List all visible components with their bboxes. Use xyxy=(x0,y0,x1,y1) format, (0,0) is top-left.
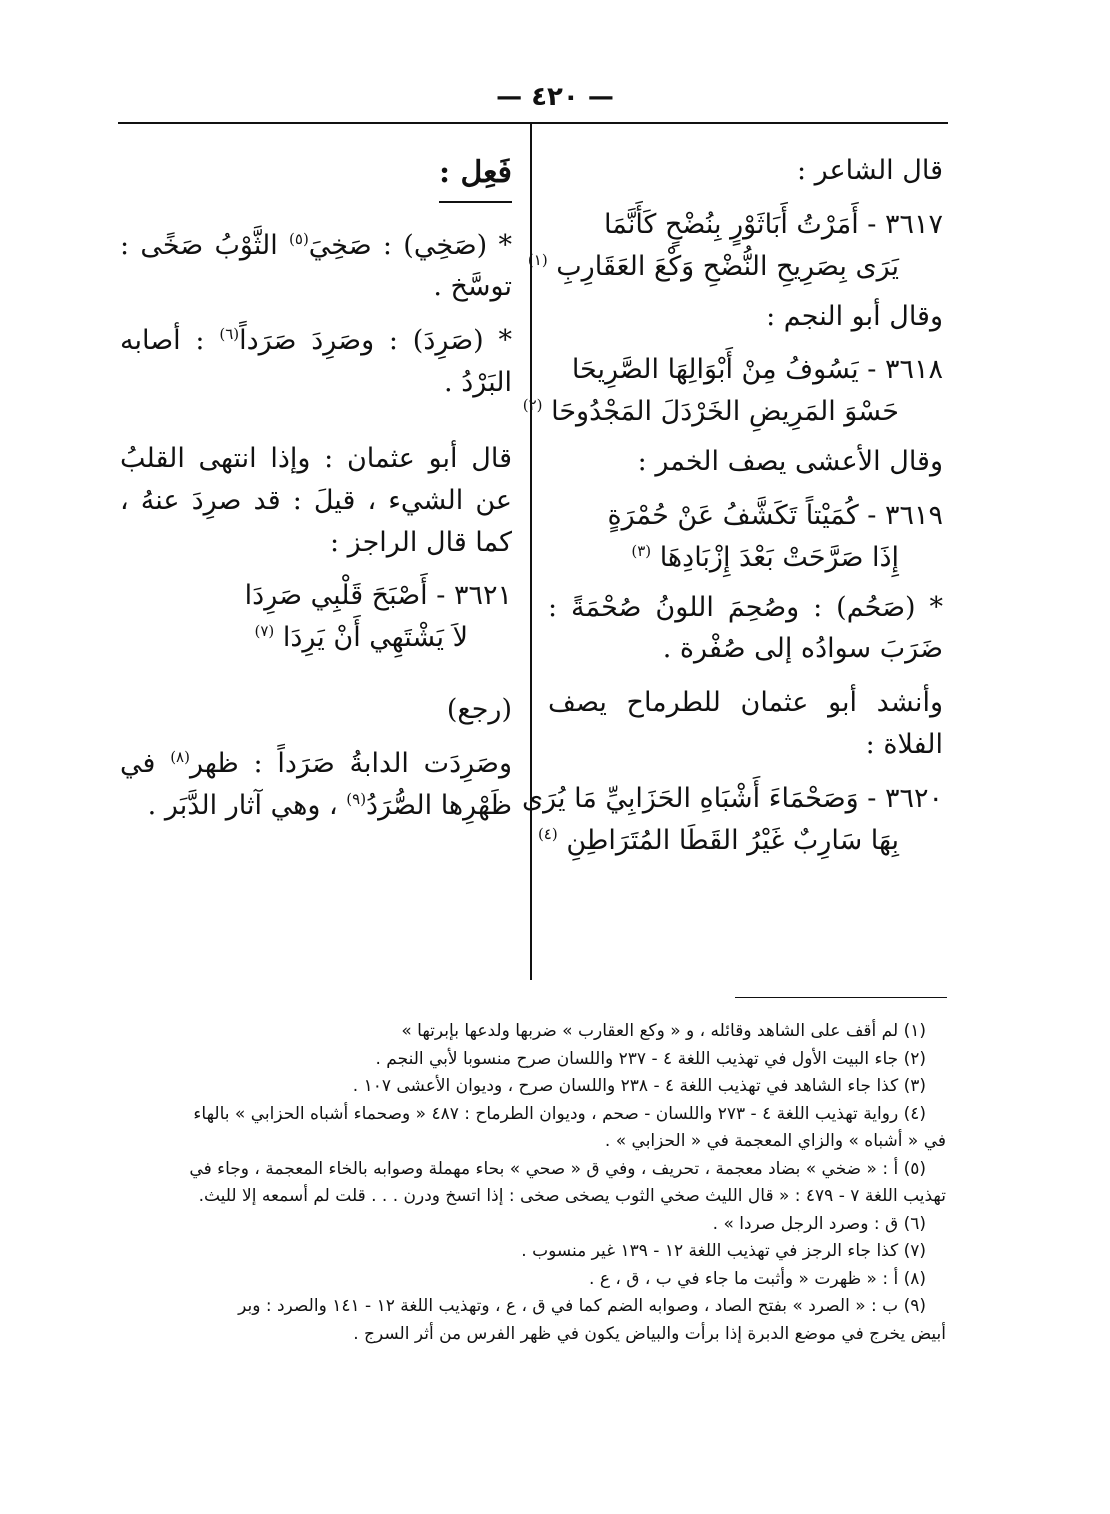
footnote-text: (٣) كذا جاء الشاهد في تهذيب اللغة ٤ - ٢٣٨ واللسان صرح ، وديوان الأعشى ١٠٧ . xyxy=(352,1076,926,1097)
header-rule xyxy=(118,122,948,124)
footnote-8 xyxy=(122,1266,946,1294)
footnote-3 xyxy=(122,1073,946,1101)
entry-sarid xyxy=(120,320,512,404)
footnote-text: (٤) رواية تهذيب اللغة ٤ - ٢٧٣ واللسان - صحم ، وديوان الطرماح : ٤٨٧ « وصحماء أشباه الحزابي » بالهاء xyxy=(193,1103,926,1124)
intro-poet: قال الشاعر : xyxy=(796,155,943,186)
footnote-marker: (٩) xyxy=(346,789,367,808)
footnote-marker: (٧) xyxy=(254,622,275,641)
footnote-text: (١) لم أقف على الشاهد وقائله ، و « وكع العقارب » ضربها ولدعها بإبرتها » xyxy=(401,1021,926,1041)
verse-3617 xyxy=(527,204,943,288)
footnote-marker: (١) xyxy=(527,250,548,269)
entry-saradat xyxy=(120,743,512,827)
verse-line xyxy=(522,391,943,433)
intro-aasha: وقال الأعشى يصف الخمر : xyxy=(637,446,943,478)
page-number: — ٤٢٠ — xyxy=(496,82,614,112)
entry-text: : أصابه البَرْدُ . xyxy=(120,325,512,399)
intro-abu-najm: وقال أبو النجم : xyxy=(766,300,943,332)
verse-text: يَرَى بِصَرِيحِ النُّضْحِ وَكْعَ العَقَارِبِ xyxy=(556,250,899,282)
footnote-rule xyxy=(735,997,947,998)
verse-text: إِذَا صَرَّحَتْ بَعْدَ إِزْبَادِهَا xyxy=(659,541,899,573)
verse-3621 xyxy=(120,575,512,659)
footnote-marker: (٣) xyxy=(631,541,652,560)
footnote-6 xyxy=(122,1211,946,1239)
intro-tirimmah: وأنشد أبو عثمان للطرماح يصف الفلاة : xyxy=(548,687,943,761)
footnote-text: (٥) أ : « ضخي » بضاد معجمة ، تحريف ، وفي ق « صحي » بحاء مهملة وصوابه بالخاء المعجمة ، وجاء في xyxy=(189,1158,926,1179)
verse-line xyxy=(537,820,943,862)
footnotes xyxy=(122,1018,946,1348)
verse-line xyxy=(120,617,512,659)
entry-text: ، وهي آثار الدَّبَر . xyxy=(147,789,338,821)
footnote-text: (٨) أ : « ظهرت « وأثبت ما جاء في ب ، ق ، ع . xyxy=(589,1268,926,1289)
footnote-text: (٢) جاء البيت الأول في تهذيب اللغة ٤ - ٢٣٧ واللسان صرح منسوبا لأبي النجم . xyxy=(375,1048,926,1069)
verse-3620 xyxy=(521,778,943,862)
footnote-text: (٦) ق : وصرد الرجل صردا » . xyxy=(712,1213,926,1234)
footnote-5 xyxy=(122,1156,946,1211)
footnote-9 xyxy=(122,1293,946,1348)
footnote-2 xyxy=(122,1046,946,1074)
verse-text: حَسْوَ المَرِيضِ الخَرْدَلَ المَجْدُوحَا xyxy=(551,396,899,428)
verse-3619 xyxy=(548,495,943,579)
footnote-continuation: في « أشباه » والزاي المعجمة في « الحزابي » . xyxy=(604,1131,946,1152)
verse-3618 xyxy=(522,349,943,433)
entry-text: وصَرِدَت الدابةُ صَرَداً : ظهر xyxy=(189,747,512,779)
entry-sakhi xyxy=(120,225,512,309)
footnote-marker: (٢) xyxy=(522,396,543,415)
verse-line: ٣٦١٧ - أَمَرْتُ أَبَاثَوْرٍ بِنُضْحٍ كَأَنَّمَا xyxy=(603,208,943,240)
entry-text: في ظَهْرِها الصُّرَدُ xyxy=(120,747,512,821)
verse-text: بِهَا سَارِبٌ غَيْرُ القَطَا المُتَرَاطِنِ xyxy=(566,824,899,856)
entry-text: الثَّوْبُ صَخًى : توسَّخ . xyxy=(120,229,512,303)
footnote-7 xyxy=(122,1238,946,1266)
verse-line xyxy=(527,246,943,288)
footnote-marker: (٨) xyxy=(170,747,190,766)
entry-text: * (صَخِي) : صَخِيَ xyxy=(308,229,512,261)
verse-line: ٣٦١٨ - يَسُوفُ مِنْ أَبْوَالِهَا الصَّرِيحَا xyxy=(571,354,943,386)
section-heading: فَعِل : xyxy=(439,150,512,203)
footnote-continuation: أبيض يخرج في موضع الدبرة إذا برأت والبياض يكون في ظهر الفرس من أثر السرج . xyxy=(353,1323,946,1344)
footnote-text: (٧) كذا جاء الرجز في تهذيب اللغة ١٢ - ١٣٩ غير منسوب . xyxy=(521,1241,926,1262)
entry-text: * (صَرِدَ) : وصَرِدَ صَرَداً xyxy=(239,325,512,357)
cross-reference: (رجع) xyxy=(446,694,512,726)
footnote-continuation: تهذيب اللغة ٧ - ٤٧٩ : « قال الليث صخي الثوب يصخى صخى : إذا اتسخ ودرن . . . قلت لم أسمعه إلا لليث. xyxy=(198,1186,946,1207)
right-column xyxy=(521,150,943,870)
verse-line: ٣٦١٩ - كُمَيْتاً تَكَشَّفُ عَنْ حُمْرَةٍ xyxy=(607,499,943,531)
footnote-marker: (٦) xyxy=(219,325,240,344)
footnote-marker: (٥) xyxy=(289,229,309,248)
footnote-marker: (٤) xyxy=(537,824,558,843)
verse-line xyxy=(548,537,943,579)
paragraph-abu-uthman: قال أبو عثمان : وإذا انتهى القلبُ عن الشيء ، قيلَ : قد صرِدَ عنهُ ، كما قال الراجز : xyxy=(120,442,512,558)
left-column xyxy=(120,150,512,839)
verse-text: لاَ يَشْتَهِي أَنْ يَرِدَا xyxy=(282,622,468,654)
entry-sahm: * (صَحُم) : وصُحِمَ اللونُ صُحْمَةً : ضَرَبَ سوادُه إلى صُفْرة . xyxy=(548,591,943,665)
footnote-4 xyxy=(122,1101,946,1156)
footnote-1 xyxy=(122,1018,946,1046)
footnote-text: (٩) ب : « الصرد » بفتح الصاد ، وصوابه الضم كما في ق ، ع ، وتهذيب اللغة ١٢ - ١٤١ والصرد : وبر xyxy=(238,1296,926,1317)
verse-line: ٣٦٢١ - أَصْبَحَ قَلْبِي صَرِدَا xyxy=(244,580,512,612)
verse-line: ٣٦٢٠ - وَصَحْمَاءَ أَشْبَاهِ الحَزَابِيِّ مَا يُرَى xyxy=(521,782,943,814)
